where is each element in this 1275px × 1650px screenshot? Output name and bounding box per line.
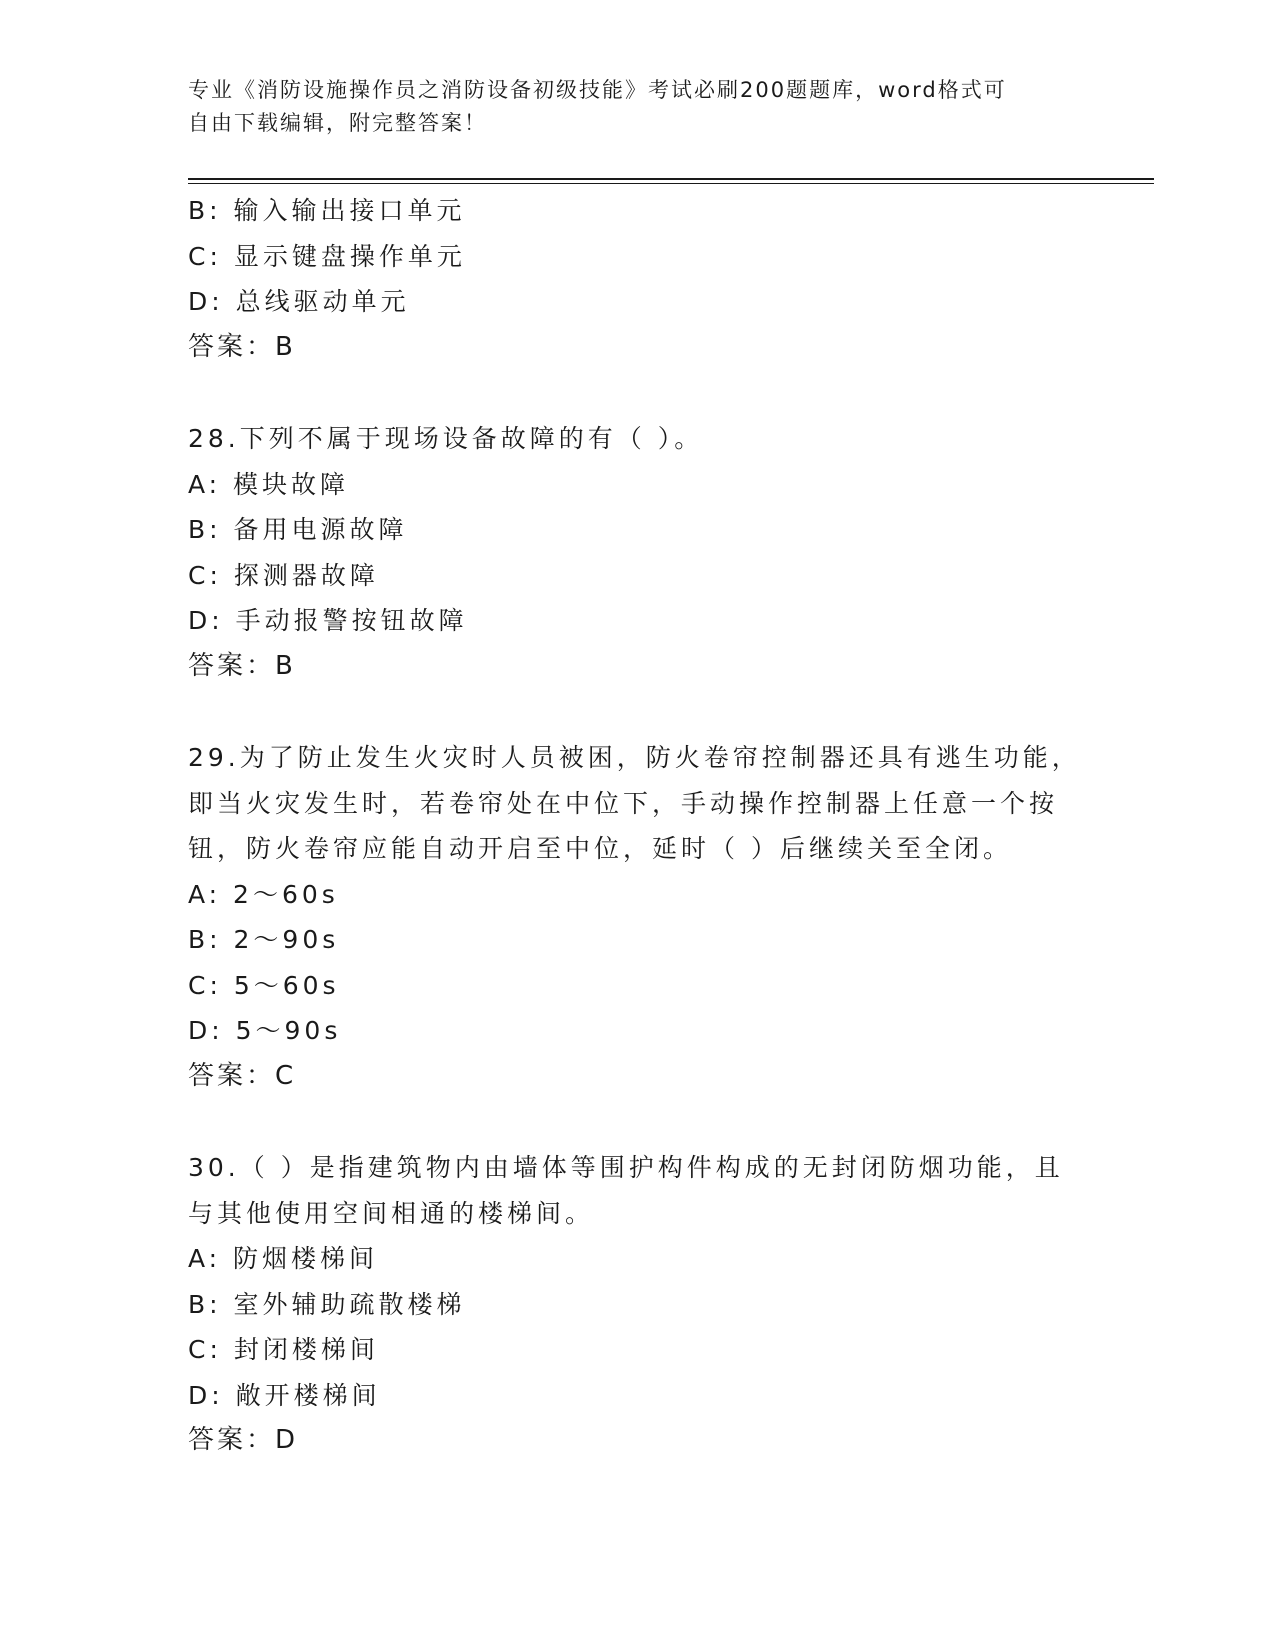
- option-b: B: 输入输出接口单元: [188, 196, 466, 225]
- option-b: B: 室外辅助疏散楼梯: [188, 1289, 466, 1319]
- header-rule-thick: [188, 178, 1154, 180]
- option-a: A: 模块故障: [188, 469, 350, 499]
- document-header: [188, 74, 1068, 140]
- option-d: D: 敞开楼梯间: [188, 1380, 381, 1410]
- option-d: D: 总线驱动单元: [188, 287, 410, 316]
- option-d: D: 手动报警按钮故障: [188, 606, 468, 635]
- option-a: A: 2～60s: [188, 879, 339, 909]
- question-text: 28.下列不属于现场设备故障的有（ ）。: [188, 424, 704, 453]
- answer-label: 答案：C: [188, 1060, 297, 1091]
- question-text-line-2: 与其他使用空间相通的楼梯间。: [188, 1198, 595, 1228]
- header-rule-thin: [188, 183, 1154, 184]
- question-27-tail: [188, 188, 1108, 370]
- question-28: [188, 416, 1108, 689]
- header-line-2: 自由下载编辑，附完整答案！: [188, 111, 487, 135]
- question-29: [188, 735, 1108, 1099]
- option-b: B: 2～90s: [188, 925, 340, 954]
- question-text-line-2: 即当火灾发生时，若卷帘处在中位下，手动操作控制器上任意一个按: [188, 788, 1059, 818]
- question-list: [188, 188, 1108, 1464]
- question-text-line-3: 钮，防火卷帘应能自动开启至中位，延时（ ）后继续关至全闭。: [188, 834, 1012, 863]
- answer-label: 答案：B: [188, 650, 296, 681]
- option-c: C: 探测器故障: [188, 560, 379, 590]
- spacer: [188, 689, 1108, 735]
- option-b: B: 备用电源故障: [188, 515, 408, 544]
- option-a: A: 防烟楼梯间: [188, 1244, 379, 1273]
- spacer: [188, 370, 1108, 416]
- option-d: D: 5～90s: [188, 1016, 342, 1045]
- option-c: C: 显示键盘操作单元: [188, 241, 466, 271]
- spacer: [188, 1099, 1108, 1145]
- option-c: C: 封闭楼梯间: [188, 1335, 379, 1364]
- question-text-line-1: 30.（ ）是指建筑物内由墙体等围护构件构成的无封闭防烟功能，且: [188, 1153, 1064, 1182]
- header-line-1: 专业《消防设施操作员之消防设备初级技能》考试必刷200题题库，word格式可: [188, 78, 1007, 102]
- answer-label: 答案：D: [188, 1425, 299, 1455]
- option-c: C: 5～60s: [188, 970, 340, 1000]
- question-30: [188, 1145, 1108, 1464]
- question-text-line-1: 29.为了防止发生火灾时人员被困，防火卷帘控制器还具有逃生功能，: [188, 743, 1081, 772]
- answer-label: 答案：B: [188, 331, 296, 362]
